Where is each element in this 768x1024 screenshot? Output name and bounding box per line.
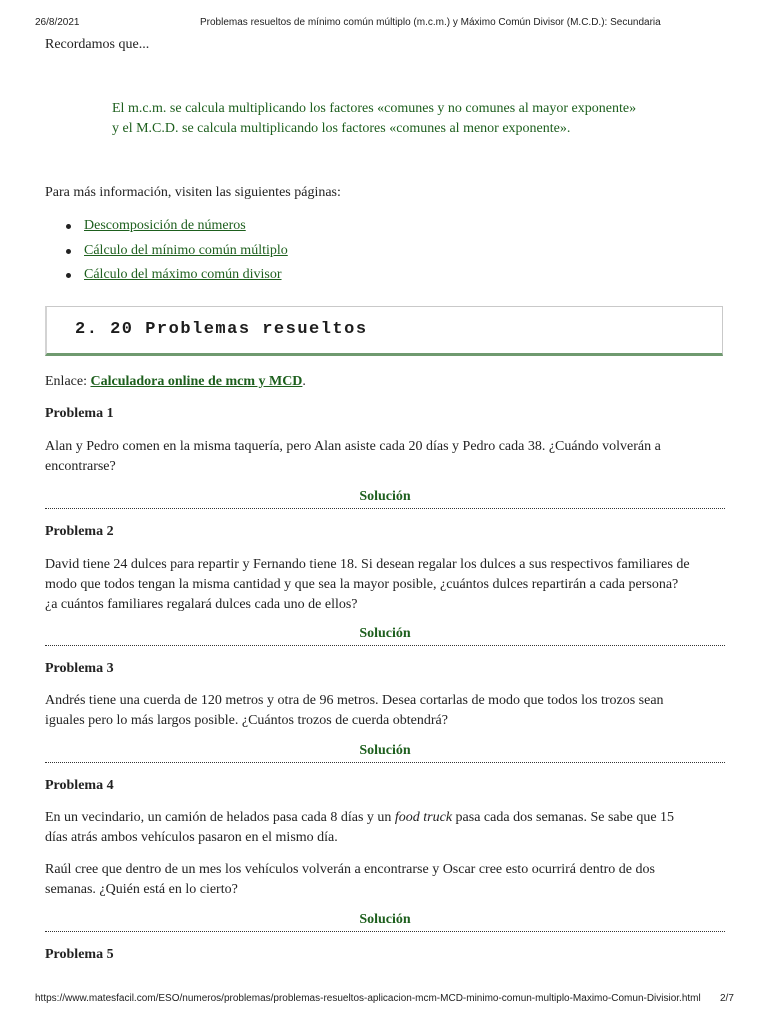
text-line: Andrés tiene una cuerda de 120 metros y otra de 96 metros. Desea cortarlas de modo que todos los trozos sean <box>45 693 664 708</box>
text-line: modo que todos tengan la misma cantidad y que sea la mayor posible, ¿cuántos dulces repartirán a cada persona? <box>45 577 679 592</box>
text-line <box>45 808 725 828</box>
problem-1-solution-toggle[interactable] <box>45 488 725 509</box>
problem-4-text <box>45 808 725 848</box>
rule-box <box>112 99 636 139</box>
reference-links <box>45 214 288 288</box>
solution-label[interactable]: Solución <box>359 743 411 758</box>
section-heading: 2. 20 Problemas resueltos <box>75 320 368 339</box>
solution-label[interactable]: Solución <box>359 489 411 504</box>
link-mcd[interactable]: Cálculo del máximo común divisor <box>84 267 282 282</box>
link-descomposicion[interactable]: Descomposición de números <box>84 218 246 233</box>
print-url: https://www.matesfacil.com/ESO/numeros/problemas/problemas-resueltos-aplicacion-mcm-MCD-minimo-comun-multiplo-Maximo-Comun-Divisior.html <box>35 993 701 1004</box>
text-line: días atrás ambos vehículos pasaron en el mismo día. <box>45 830 338 845</box>
problem-1-text <box>45 437 725 477</box>
text-line: Alan y Pedro comen en la misma taquería, pero Alan asiste cada 20 días y Pedro cada 38. ¿Cuándo volverán a <box>45 439 661 454</box>
list-item <box>84 239 288 264</box>
problem-1-title: Problema 1 <box>45 406 114 421</box>
problem-3-text <box>45 691 725 731</box>
problem-2-solution-toggle[interactable] <box>45 625 725 646</box>
problem-3-solution-toggle[interactable] <box>45 742 725 763</box>
link-mcm[interactable]: Cálculo del mínimo común múltiplo <box>84 242 288 258</box>
problem-3-title: Problema 3 <box>45 661 114 676</box>
recall-text: Recordamos que... <box>45 37 150 52</box>
problem-4-title: Problema 4 <box>45 778 114 793</box>
print-date: 26/8/2021 <box>35 17 80 28</box>
problem-4-solution-toggle[interactable] <box>45 911 725 932</box>
rule-line-1: El m.c.m. se calcula multiplicando los factores «comunes y no comunes al mayor exponente» <box>112 101 637 116</box>
print-header <box>0 17 768 31</box>
link-suffix: . <box>302 374 306 389</box>
text-line: encontrarse? <box>45 459 116 474</box>
text-line: semanas. ¿Quién está en lo cierto? <box>45 882 238 897</box>
rule-line-2: y el M.C.D. se calcula multiplicando los factores «comunes al menor exponente». <box>112 121 571 136</box>
problem-5-title: Problema 5 <box>45 947 114 962</box>
calculator-link[interactable]: Calculadora online de mcm y MCD <box>90 374 303 389</box>
italic-term: food truck <box>394 810 453 825</box>
list-item <box>84 263 288 288</box>
section-heading-box <box>45 306 723 356</box>
problem-2-title: Problema 2 <box>45 524 114 539</box>
solution-label[interactable]: Solución <box>359 626 411 641</box>
text-segment: En un vecindario, un camión de helados pasa cada 8 días y un <box>45 810 395 825</box>
calculator-link-line <box>45 372 306 392</box>
text-line: iguales pero lo más largos posible. ¿Cuántos trozos de cuerda obtendrá? <box>45 713 448 728</box>
text-line: ¿a cuántos familiares regalará dulces cada uno de ellos? <box>45 597 358 612</box>
more-info-text: Para más información, visiten las siguientes páginas: <box>45 185 341 200</box>
problem-2-text <box>45 555 735 615</box>
link-prefix: Enlace: <box>45 374 91 389</box>
text-segment: pasa cada dos semanas. Se sabe que 15 <box>452 810 675 825</box>
print-page-title: Problemas resueltos de mínimo común múltiplo (m.c.m.) y Máximo Común Divisor (M.C.D.): Secundaria <box>200 17 661 28</box>
text-line: Raúl cree que dentro de un mes los vehículos volverán a encontrarse y Oscar cree esto ocurrirá dentro de dos <box>45 862 655 877</box>
list-item <box>84 214 288 239</box>
problem-4-text-2 <box>45 860 725 900</box>
print-footer <box>0 993 768 1007</box>
text-line: David tiene 24 dulces para repartir y Fernando tiene 18. Si desean regalar los dulces a sus respectivos familiares de <box>45 557 690 572</box>
page-number: 2/7 <box>720 993 734 1004</box>
solution-label[interactable]: Solución <box>359 912 411 927</box>
